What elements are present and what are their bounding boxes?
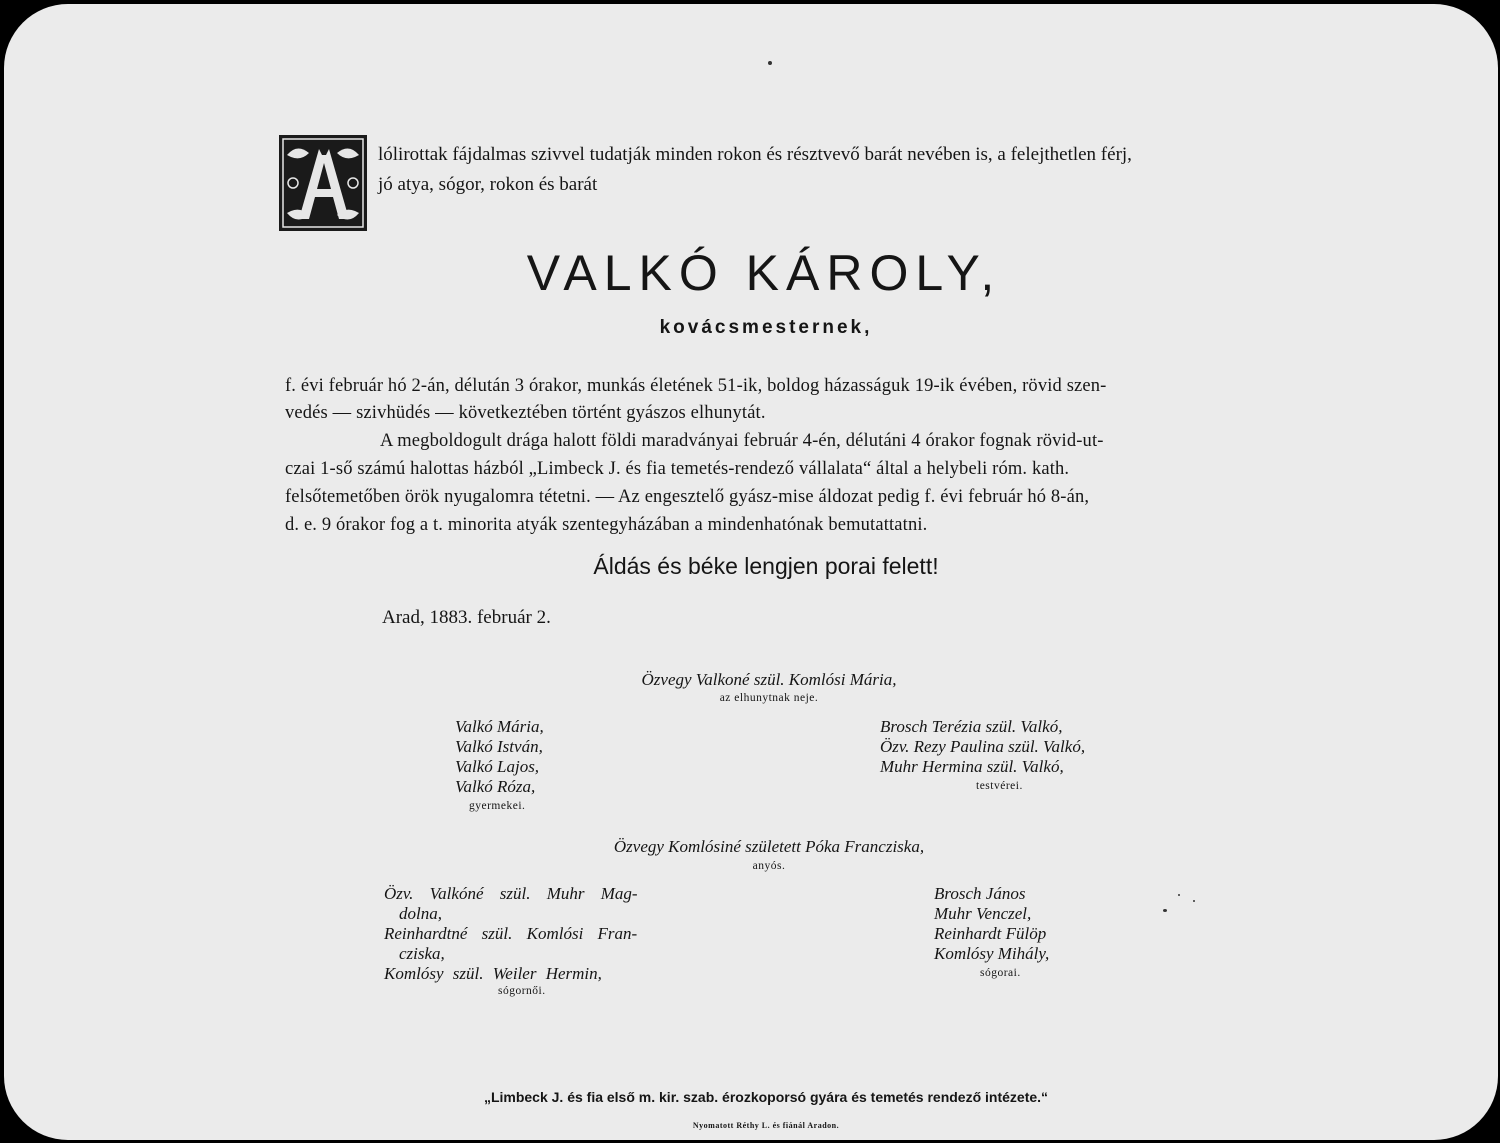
dateline: Arad, 1883. február 2.	[382, 607, 551, 628]
sibling-name: Brosch Terézia szül. Valkó,	[880, 717, 1063, 736]
notice-line: czai 1-ső számú halottas házból „Limbeck J. és fia temetés-rendező vállalata“ által a helybeli róm. kath.	[285, 459, 1070, 479]
sister-in-law-line: dolna,	[399, 904, 442, 923]
brothers-in-law-role: sógorai.	[980, 967, 1021, 979]
dust-speck	[1163, 909, 1167, 912]
sisters-in-law-role: sógornői.	[498, 985, 546, 997]
child-name: Valkó Mária,	[455, 717, 544, 736]
brother-in-law-name: Brosch János	[934, 884, 1026, 903]
sister-in-law-line: Reinhardtné szül. Komlósi Fran-	[384, 924, 638, 943]
notice-line: vedés — szivhüdés — következtében történt gyászos elhunytát.	[285, 403, 766, 423]
child-name: Valkó Róza,	[455, 777, 536, 796]
printer-credit: Nyomatott Réthy L. és fiánál Aradon.	[692, 1121, 840, 1130]
notice-line: f. évi február hó 2-án, délután 3 órakor, munkás életének 51-ik, boldog házasságuk 19-ik évében, rövid szen-	[285, 376, 1107, 396]
child-name: Valkó Lajos,	[455, 757, 540, 776]
widow-role: az elhunytnak neje.	[719, 692, 819, 704]
children-role: gyermekei.	[469, 800, 526, 812]
notice-line: felsőtemetőben örök nyugalomra tétetni. — Az engesztelő gyász-mise áldozat pedig f. évi február hó 8-án,	[285, 487, 1090, 507]
sibling-name: Muhr Hermina szül. Valkó,	[880, 757, 1064, 776]
widow-name: Özvegy Valkoné szül. Komlósi Mária,	[641, 670, 897, 689]
child-name: Valkó István,	[455, 737, 543, 756]
mother-in-law-role: anyós.	[752, 860, 786, 872]
funeral-company: „Limbeck J. és fia első m. kir. szab. érozkoporsó gyára és temetés rendező intézete.“	[483, 1089, 1049, 1105]
brother-in-law-name: Muhr Venczel,	[934, 904, 1032, 923]
obituary-card	[4, 4, 1498, 1140]
intro-line-2: jó atya, sógor, rokon és barát	[378, 174, 598, 195]
decorative-initial-icon	[279, 135, 367, 231]
intro-line-1: lólirottak fájdalmas szivvel tudatják minden rokon és résztvevő barát nevében is, a felejthetlen férj,	[378, 144, 1132, 165]
dust-speck	[768, 61, 772, 65]
sister-in-law-line: Özv. Valkóné szül. Muhr Mag-	[384, 884, 638, 903]
sister-in-law-line: cziska,	[399, 944, 445, 963]
deceased-name: VALKÓ KÁROLY,	[526, 245, 1002, 301]
notice-line: d. e. 9 órakor fog a t. minorita atyák szentegyházában a mindenhatónak bemutattatni.	[285, 515, 928, 535]
notice-line: A megboldogult drága halott földi maradványai február 4-én, délutáni 4 órakor fognak rövid-ut-	[380, 431, 1104, 451]
deceased-profession: kovácsmesternek,	[659, 317, 873, 338]
dust-speck	[1178, 894, 1180, 896]
dust-speck	[1193, 900, 1195, 902]
brother-in-law-name: Reinhardt Fülöp	[934, 924, 1047, 943]
mother-in-law-name: Özvegy Komlósiné született Póka Francziska,	[613, 837, 925, 856]
sibling-name: Özv. Rezy Paulina szül. Valkó,	[880, 737, 1086, 756]
blessing: Áldás és béke lengjen porai felett!	[593, 553, 939, 579]
brother-in-law-name: Komlósy Mihály,	[934, 944, 1050, 963]
sister-in-law-line: Komlósy szül. Weiler Hermin,	[384, 964, 602, 983]
siblings-role: testvérei.	[976, 780, 1023, 792]
